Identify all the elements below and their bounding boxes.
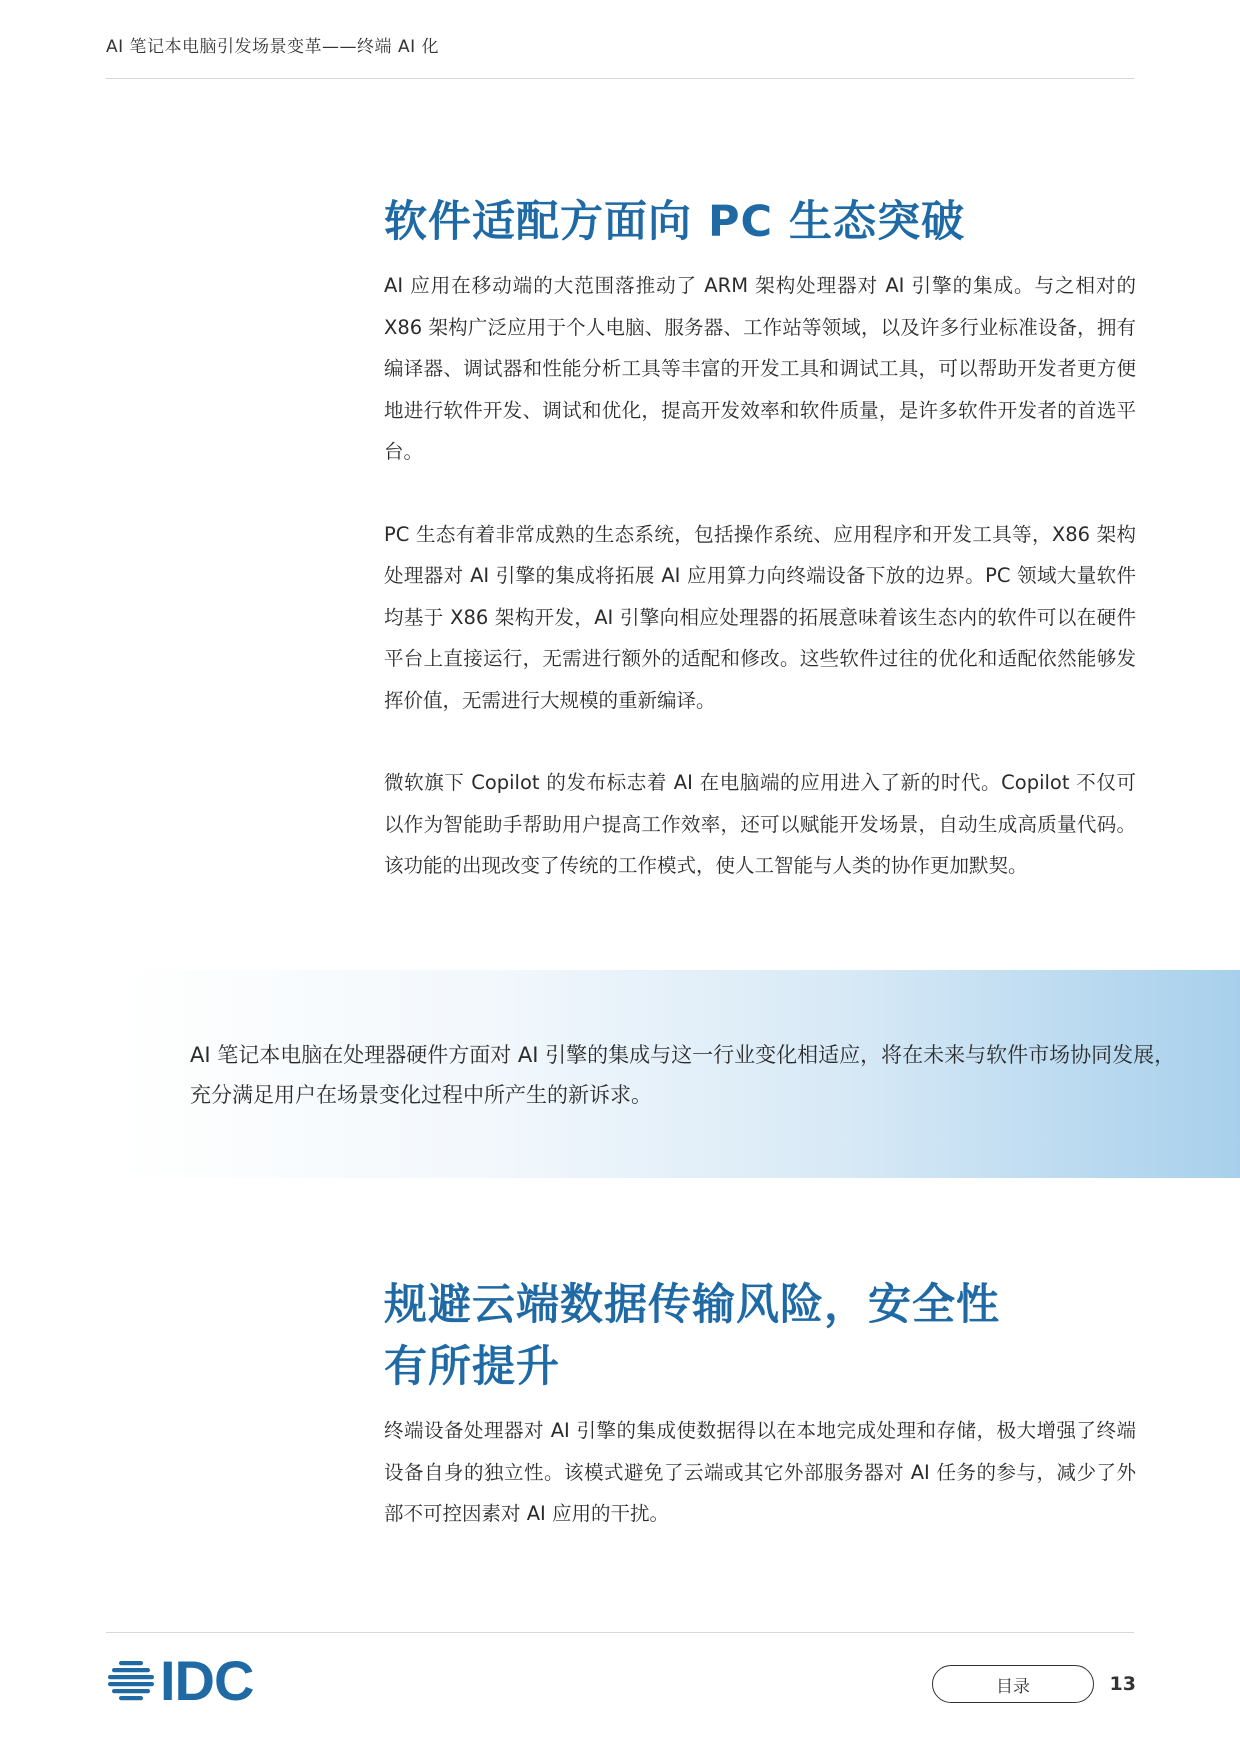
section-software-adaptation [384, 191, 1136, 887]
running-header-title: AI 笔记本电脑引发场景变革——终端 AI 化 [106, 37, 439, 57]
footer-divider [106, 1632, 1134, 1633]
callout-text: AI 笔记本电脑在处理器硬件方面对 AI 引擎的集成与这一行业变化相适应，将在未来与软件市场协同发展，充分满足用户在场景变化过程中所产生的新诉求。 [190, 1043, 1176, 1107]
page-number: 13 [1109, 1673, 1136, 1695]
section-title-line: 有所提升 [384, 1342, 560, 1392]
section-title: 软件适配方面向 PC 生态突破 [384, 197, 966, 247]
body-paragraph: 微软旗下 Copilot 的发布标志着 AI 在电脑端的应用进入了新的时代。Copilot 不仅可以作为智能助手帮助用户提高工作效率，还可以赋能开发场景，自动生成高质量代码。该功能的出现改变了传统的工作模式，使人工智能与人类的协作更加默契。 [384, 771, 1136, 877]
body-paragraph: AI 应用在移动端的大范围落推动了 ARM 架构处理器对 AI 引擎的集成。与之相对的 X86 架构广泛应用于个人电脑、服务器、工作站等领域，以及许多行业标准设备，拥有编译器、调试器和性能分析工具等丰富的开发工具和调试工具，可以帮助开发者更方便地进行软件开发、调试和优化，提高开发效率和软件质量，是许多软件开发者的首选平台。 [384, 274, 1136, 463]
section-title-line: 规避云端数据传输风险，安全性 [384, 1280, 1000, 1330]
section-title [384, 1274, 1136, 1398]
header-divider [106, 78, 1134, 79]
idc-logo [106, 1649, 254, 1712]
table-of-contents-button[interactable]: 目录 [932, 1665, 1094, 1703]
section-cloud-security [384, 1274, 1136, 1535]
body-paragraph: 终端设备处理器对 AI 引擎的集成使数据得以在本地完成处理和存储，极大增强了终端设备自身的独立性。该模式避免了云端或其它外部服务器对 AI 任务的参与，减少了外部不可控因素对 AI 应用的干扰。 [384, 1419, 1136, 1525]
body-paragraph: PC 生态有着非常成熟的生态系统，包括操作系统、应用程序和开发工具等，X86 架构处理器对 AI 引擎的集成将拓展 AI 应用算力向终端设备下放的边界。PC 领域大量软件均基于 X86 架构开发，AI 引擎向相应处理器的拓展意味着该生态内的软件可以在硬件平台上直接运行，无需进行额外的适配和修改。这些软件过往的优化和适配依然能够发挥价值，无需进行大规模的重新编译。 [384, 522, 1136, 712]
highlight-callout [120, 970, 1240, 1178]
idc-globe-icon [106, 1656, 156, 1706]
logo-text: IDC [160, 1649, 254, 1712]
